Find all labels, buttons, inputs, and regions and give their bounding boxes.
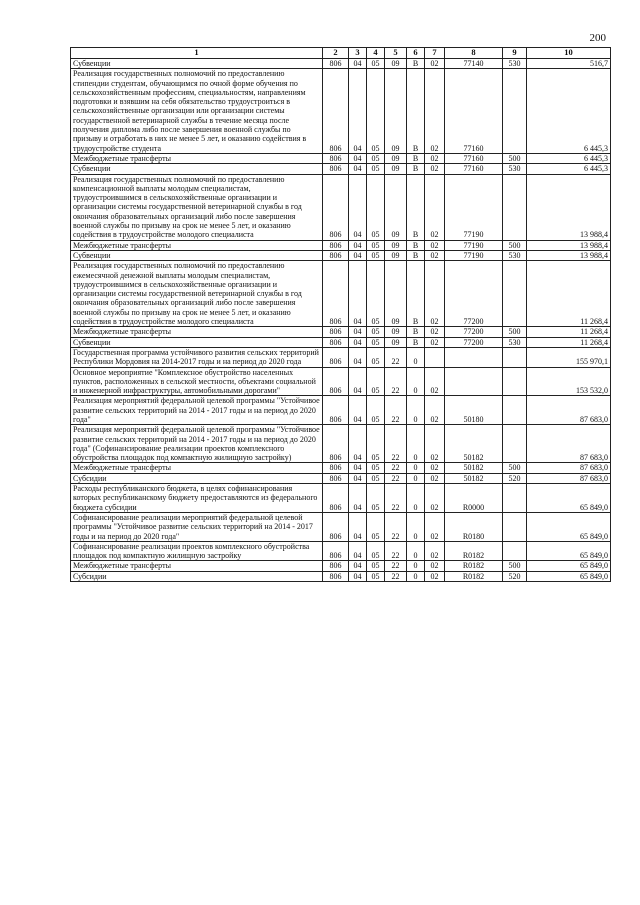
code-cell-c7: 02	[425, 512, 445, 541]
code-cell-c9	[503, 512, 527, 541]
code-cell-c4: 05	[367, 512, 385, 541]
code-cell-c6: В	[407, 337, 425, 347]
table-row	[71, 367, 611, 396]
code-cell-c6: В	[407, 240, 425, 250]
code-cell-c4: 05	[367, 473, 385, 483]
code-cell-c2: 806	[323, 425, 349, 463]
code-cell-c9	[503, 367, 527, 396]
code-cell-c6: 0	[407, 541, 425, 561]
code-cell-c3: 04	[349, 261, 367, 327]
code-cell-c5: 09	[385, 69, 407, 154]
code-cell-c2: 806	[323, 571, 349, 581]
table-row	[71, 164, 611, 174]
row-name: Государственная программа устойчивого развития сельских территорий Республики Мордовия на 2014-2017 годы и на период до 2020 года	[71, 347, 323, 367]
code-cell-c3: 04	[349, 512, 367, 541]
code-cell-c3: 04	[349, 69, 367, 154]
code-cell-c6: 0	[407, 425, 425, 463]
column-header: 8	[445, 48, 503, 59]
code-cell-c7: 02	[425, 367, 445, 396]
code-cell-c5: 09	[385, 153, 407, 163]
code-cell-c8	[445, 347, 503, 367]
row-name: Основное мероприятие "Комплексное обустройство населенных пунктов, расположенных в сельской местности, объектами социальной и инженерной инфраструктуры, автомобильными дорогами"	[71, 367, 323, 396]
code-cell-c9: 500	[503, 153, 527, 163]
code-cell-c3: 04	[349, 153, 367, 163]
column-header: 4	[367, 48, 385, 59]
table-row	[71, 250, 611, 260]
code-cell-c9	[503, 261, 527, 327]
code-cell-c9	[503, 396, 527, 425]
code-cell-c7: 02	[425, 541, 445, 561]
column-header: 3	[349, 48, 367, 59]
code-cell-c3: 04	[349, 174, 367, 240]
code-cell-c8: 77190	[445, 174, 503, 240]
amount-cell: 65 849,0	[527, 484, 611, 513]
code-cell-c9: 530	[503, 250, 527, 260]
code-cell-c3: 04	[349, 561, 367, 571]
code-cell-c9: 500	[503, 463, 527, 473]
code-cell-c2: 806	[323, 69, 349, 154]
column-header: 9	[503, 48, 527, 59]
code-cell-c2: 806	[323, 164, 349, 174]
code-cell-c5: 22	[385, 367, 407, 396]
code-cell-c6: 0	[407, 396, 425, 425]
table-body	[71, 59, 611, 582]
code-cell-c2: 806	[323, 484, 349, 513]
code-cell-c4: 05	[367, 164, 385, 174]
code-cell-c8: 77190	[445, 250, 503, 260]
code-cell-c9: 530	[503, 337, 527, 347]
amount-cell: 11 268,4	[527, 337, 611, 347]
amount-cell: 87 683,0	[527, 396, 611, 425]
code-cell-c6: 0	[407, 473, 425, 483]
code-cell-c4: 05	[367, 59, 385, 69]
code-cell-c2: 806	[323, 327, 349, 337]
table-row	[71, 571, 611, 581]
code-cell-c5: 22	[385, 571, 407, 581]
code-cell-c2: 806	[323, 337, 349, 347]
code-cell-c8: 50182	[445, 425, 503, 463]
code-cell-c2: 806	[323, 261, 349, 327]
table-row	[71, 327, 611, 337]
amount-cell: 6 445,3	[527, 153, 611, 163]
code-cell-c8: 77200	[445, 337, 503, 347]
row-name: Субвенции	[71, 59, 323, 69]
code-cell-c5: 22	[385, 512, 407, 541]
row-name: Реализация государственных полномочий по предоставлению ежемесячной денежной выплаты молодым специалистам, трудоустроившимся в сельскохозяйственные организации и организации системы государственной ветеринарной службы в год окончания образовательных организаций либо после завершения военной службы по призыву на срок не менее 5 лет, и оказанию содействия в трудоустройстве молодого специалиста	[71, 261, 323, 327]
code-cell-c9: 520	[503, 571, 527, 581]
code-cell-c3: 04	[349, 473, 367, 483]
row-name: Расходы республиканского бюджета, в целях софинансирования которых республиканскому бюджету предоставляются из федерального бюджета субсидии	[71, 484, 323, 513]
code-cell-c6: 0	[407, 463, 425, 473]
table-row	[71, 484, 611, 513]
code-cell-c8: R0180	[445, 512, 503, 541]
code-cell-c5: 09	[385, 261, 407, 327]
code-cell-c8: 77160	[445, 153, 503, 163]
code-cell-c6: В	[407, 250, 425, 260]
code-cell-c7: 02	[425, 561, 445, 571]
column-header: 2	[323, 48, 349, 59]
code-cell-c5: 09	[385, 250, 407, 260]
code-cell-c3: 04	[349, 396, 367, 425]
code-cell-c6: 0	[407, 512, 425, 541]
code-cell-c9: 500	[503, 240, 527, 250]
code-cell-c7: 02	[425, 240, 445, 250]
table-row	[71, 261, 611, 327]
code-cell-c9	[503, 484, 527, 513]
table-row	[71, 337, 611, 347]
code-cell-c3: 04	[349, 463, 367, 473]
table-row	[71, 347, 611, 367]
amount-cell: 11 268,4	[527, 261, 611, 327]
code-cell-c8: 77140	[445, 59, 503, 69]
code-cell-c5: 22	[385, 484, 407, 513]
table-row	[71, 463, 611, 473]
row-name: Реализация государственных полномочий по предоставлению стипендии студентам, обучающимся по очной форме обучения по сельскохозяйственным профессиям, специальностям, направлениям подготовки и взявшим на себя обязательство трудоустроиться в сельскохозяйственные организации или организации системы государственной ветеринарной службы в течение месяца после получения диплома либо после завершения военной службы по призыву и отработать в них не менее 5 лет, и оказанию содействия в трудоустройстве студента	[71, 69, 323, 154]
code-cell-c8: 50180	[445, 396, 503, 425]
header-row	[71, 48, 611, 59]
code-cell-c4: 05	[367, 541, 385, 561]
table-row	[71, 561, 611, 571]
column-header: 6	[407, 48, 425, 59]
code-cell-c3: 04	[349, 425, 367, 463]
code-cell-c2: 806	[323, 512, 349, 541]
code-cell-c5: 22	[385, 347, 407, 367]
code-cell-c6: В	[407, 327, 425, 337]
table-row	[71, 425, 611, 463]
code-cell-c8: 77160	[445, 69, 503, 154]
amount-cell: 65 849,0	[527, 541, 611, 561]
budget-table	[70, 47, 611, 582]
code-cell-c4: 05	[367, 240, 385, 250]
code-cell-c4: 05	[367, 561, 385, 571]
amount-cell: 87 683,0	[527, 425, 611, 463]
code-cell-c6: В	[407, 69, 425, 154]
code-cell-c5: 09	[385, 164, 407, 174]
code-cell-c8: 77190	[445, 240, 503, 250]
code-cell-c9: 530	[503, 59, 527, 69]
amount-cell: 6 445,3	[527, 164, 611, 174]
code-cell-c8: R0000	[445, 484, 503, 513]
column-header: 5	[385, 48, 407, 59]
amount-cell: 87 683,0	[527, 473, 611, 483]
amount-cell: 65 849,0	[527, 571, 611, 581]
code-cell-c2: 806	[323, 561, 349, 571]
code-cell-c6: 0	[407, 484, 425, 513]
code-cell-c3: 04	[349, 59, 367, 69]
row-name: Межбюджетные трансферты	[71, 463, 323, 473]
amount-cell: 516,7	[527, 59, 611, 69]
amount-cell: 11 268,4	[527, 327, 611, 337]
amount-cell: 155 970,1	[527, 347, 611, 367]
code-cell-c4: 05	[367, 367, 385, 396]
amount-cell: 13 988,4	[527, 174, 611, 240]
code-cell-c7	[425, 347, 445, 367]
row-name: Реализация мероприятий федеральной целевой программы "Устойчивое развитие сельских территорий на 2014 - 2017 годы и на период до 2020 года"	[71, 396, 323, 425]
code-cell-c5: 22	[385, 541, 407, 561]
code-cell-c5: 09	[385, 240, 407, 250]
row-name: Субсидии	[71, 473, 323, 483]
code-cell-c6: В	[407, 59, 425, 69]
code-cell-c4: 05	[367, 571, 385, 581]
code-cell-c5: 22	[385, 425, 407, 463]
code-cell-c4: 05	[367, 463, 385, 473]
row-name: Субвенции	[71, 164, 323, 174]
table-row	[71, 473, 611, 483]
page-number: 200	[589, 32, 606, 44]
amount-cell: 6 445,3	[527, 69, 611, 154]
code-cell-c2: 806	[323, 396, 349, 425]
row-name: Межбюджетные трансферты	[71, 561, 323, 571]
code-cell-c3: 04	[349, 240, 367, 250]
code-cell-c2: 806	[323, 240, 349, 250]
row-name: Реализация мероприятий федеральной целевой программы "Устойчивое развитие сельских территорий на 2014 - 2017 годы и на период до 2020 года" (Софинансирование реализации проектов комплексного обустройства площадок под компактную жилищную застройку)	[71, 425, 323, 463]
code-cell-c7: 02	[425, 327, 445, 337]
code-cell-c9	[503, 425, 527, 463]
code-cell-c3: 04	[349, 250, 367, 260]
amount-cell: 153 532,0	[527, 367, 611, 396]
code-cell-c5: 09	[385, 327, 407, 337]
row-name: Межбюджетные трансферты	[71, 327, 323, 337]
column-header: 7	[425, 48, 445, 59]
code-cell-c4: 05	[367, 396, 385, 425]
code-cell-c6: 0	[407, 561, 425, 571]
column-header: 1	[71, 48, 323, 59]
code-cell-c9	[503, 174, 527, 240]
code-cell-c8: R0182	[445, 571, 503, 581]
table-row	[71, 59, 611, 69]
row-name: Софинансирование реализации мероприятий федеральной целевой программы "Устойчивое развитие сельских территорий на 2014 - 2017 годы и на период до 2020 года"	[71, 512, 323, 541]
code-cell-c4: 05	[367, 153, 385, 163]
amount-cell: 87 683,0	[527, 463, 611, 473]
code-cell-c9	[503, 69, 527, 154]
row-name: Субсидии	[71, 571, 323, 581]
table-row	[71, 396, 611, 425]
code-cell-c9: 500	[503, 561, 527, 571]
code-cell-c2: 806	[323, 347, 349, 367]
code-cell-c2: 806	[323, 367, 349, 396]
amount-cell: 13 988,4	[527, 240, 611, 250]
code-cell-c5: 09	[385, 337, 407, 347]
amount-cell: 13 988,4	[527, 250, 611, 260]
code-cell-c7: 02	[425, 484, 445, 513]
row-name: Межбюджетные трансферты	[71, 240, 323, 250]
code-cell-c2: 806	[323, 153, 349, 163]
row-name: Реализация государственных полномочий по предоставлению компенсационной выплаты молодым специалистам, трудоустроившимся в сельскохозяйственные организации и организации системы государственной ветеринарной службы в год окончания образовательных организаций либо после завершения военной службы по призыву на срок не менее 5 лет, и оказанию содействия в трудоустройстве молодого специалиста	[71, 174, 323, 240]
code-cell-c6: В	[407, 174, 425, 240]
code-cell-c9: 530	[503, 164, 527, 174]
amount-cell: 65 849,0	[527, 561, 611, 571]
code-cell-c2: 806	[323, 250, 349, 260]
code-cell-c5: 22	[385, 561, 407, 571]
code-cell-c7: 02	[425, 164, 445, 174]
code-cell-c3: 04	[349, 337, 367, 347]
code-cell-c6: В	[407, 261, 425, 327]
code-cell-c5: 22	[385, 463, 407, 473]
code-cell-c2: 806	[323, 174, 349, 240]
row-name: Субвенции	[71, 337, 323, 347]
code-cell-c6: В	[407, 153, 425, 163]
code-cell-c7: 02	[425, 69, 445, 154]
code-cell-c6: 0	[407, 571, 425, 581]
code-cell-c3: 04	[349, 484, 367, 513]
code-cell-c7: 02	[425, 571, 445, 581]
code-cell-c8	[445, 367, 503, 396]
code-cell-c6: 0	[407, 347, 425, 367]
code-cell-c3: 04	[349, 571, 367, 581]
code-cell-c5: 09	[385, 174, 407, 240]
code-cell-c6: 0	[407, 367, 425, 396]
code-cell-c2: 806	[323, 59, 349, 69]
code-cell-c3: 04	[349, 541, 367, 561]
code-cell-c3: 04	[349, 347, 367, 367]
code-cell-c3: 04	[349, 164, 367, 174]
code-cell-c7: 02	[425, 59, 445, 69]
code-cell-c7: 02	[425, 153, 445, 163]
code-cell-c5: 22	[385, 473, 407, 483]
code-cell-c4: 05	[367, 69, 385, 154]
table-row	[71, 512, 611, 541]
code-cell-c4: 05	[367, 425, 385, 463]
table-row	[71, 541, 611, 561]
code-cell-c4: 05	[367, 347, 385, 367]
code-cell-c4: 05	[367, 337, 385, 347]
code-cell-c9: 520	[503, 473, 527, 483]
code-cell-c9: 500	[503, 327, 527, 337]
code-cell-c4: 05	[367, 250, 385, 260]
table-row	[71, 69, 611, 154]
row-name: Субвенции	[71, 250, 323, 260]
code-cell-c4: 05	[367, 174, 385, 240]
code-cell-c7: 02	[425, 463, 445, 473]
code-cell-c8: R0182	[445, 561, 503, 571]
code-cell-c6: В	[407, 164, 425, 174]
code-cell-c9	[503, 347, 527, 367]
column-header: 10	[527, 48, 611, 59]
code-cell-c7: 02	[425, 250, 445, 260]
code-cell-c4: 05	[367, 484, 385, 513]
code-cell-c9	[503, 541, 527, 561]
table-row	[71, 153, 611, 163]
code-cell-c2: 806	[323, 473, 349, 483]
code-cell-c3: 04	[349, 327, 367, 337]
table-row	[71, 240, 611, 250]
code-cell-c8: 50182	[445, 473, 503, 483]
code-cell-c7: 02	[425, 337, 445, 347]
row-name: Межбюджетные трансферты	[71, 153, 323, 163]
code-cell-c2: 806	[323, 463, 349, 473]
code-cell-c8: 77200	[445, 327, 503, 337]
code-cell-c7: 02	[425, 425, 445, 463]
code-cell-c3: 04	[349, 367, 367, 396]
row-name: Софинансирование реализации проектов комплексного обустройства площадок под компактную жилищную застройку	[71, 541, 323, 561]
table-row	[71, 174, 611, 240]
code-cell-c7: 02	[425, 473, 445, 483]
code-cell-c2: 806	[323, 541, 349, 561]
code-cell-c8: R0182	[445, 541, 503, 561]
code-cell-c5: 09	[385, 59, 407, 69]
code-cell-c8: 77200	[445, 261, 503, 327]
code-cell-c7: 02	[425, 396, 445, 425]
code-cell-c4: 05	[367, 261, 385, 327]
code-cell-c7: 02	[425, 261, 445, 327]
code-cell-c4: 05	[367, 327, 385, 337]
code-cell-c7: 02	[425, 174, 445, 240]
code-cell-c8: 50182	[445, 463, 503, 473]
code-cell-c8: 77160	[445, 164, 503, 174]
amount-cell: 65 849,0	[527, 512, 611, 541]
code-cell-c5: 22	[385, 396, 407, 425]
